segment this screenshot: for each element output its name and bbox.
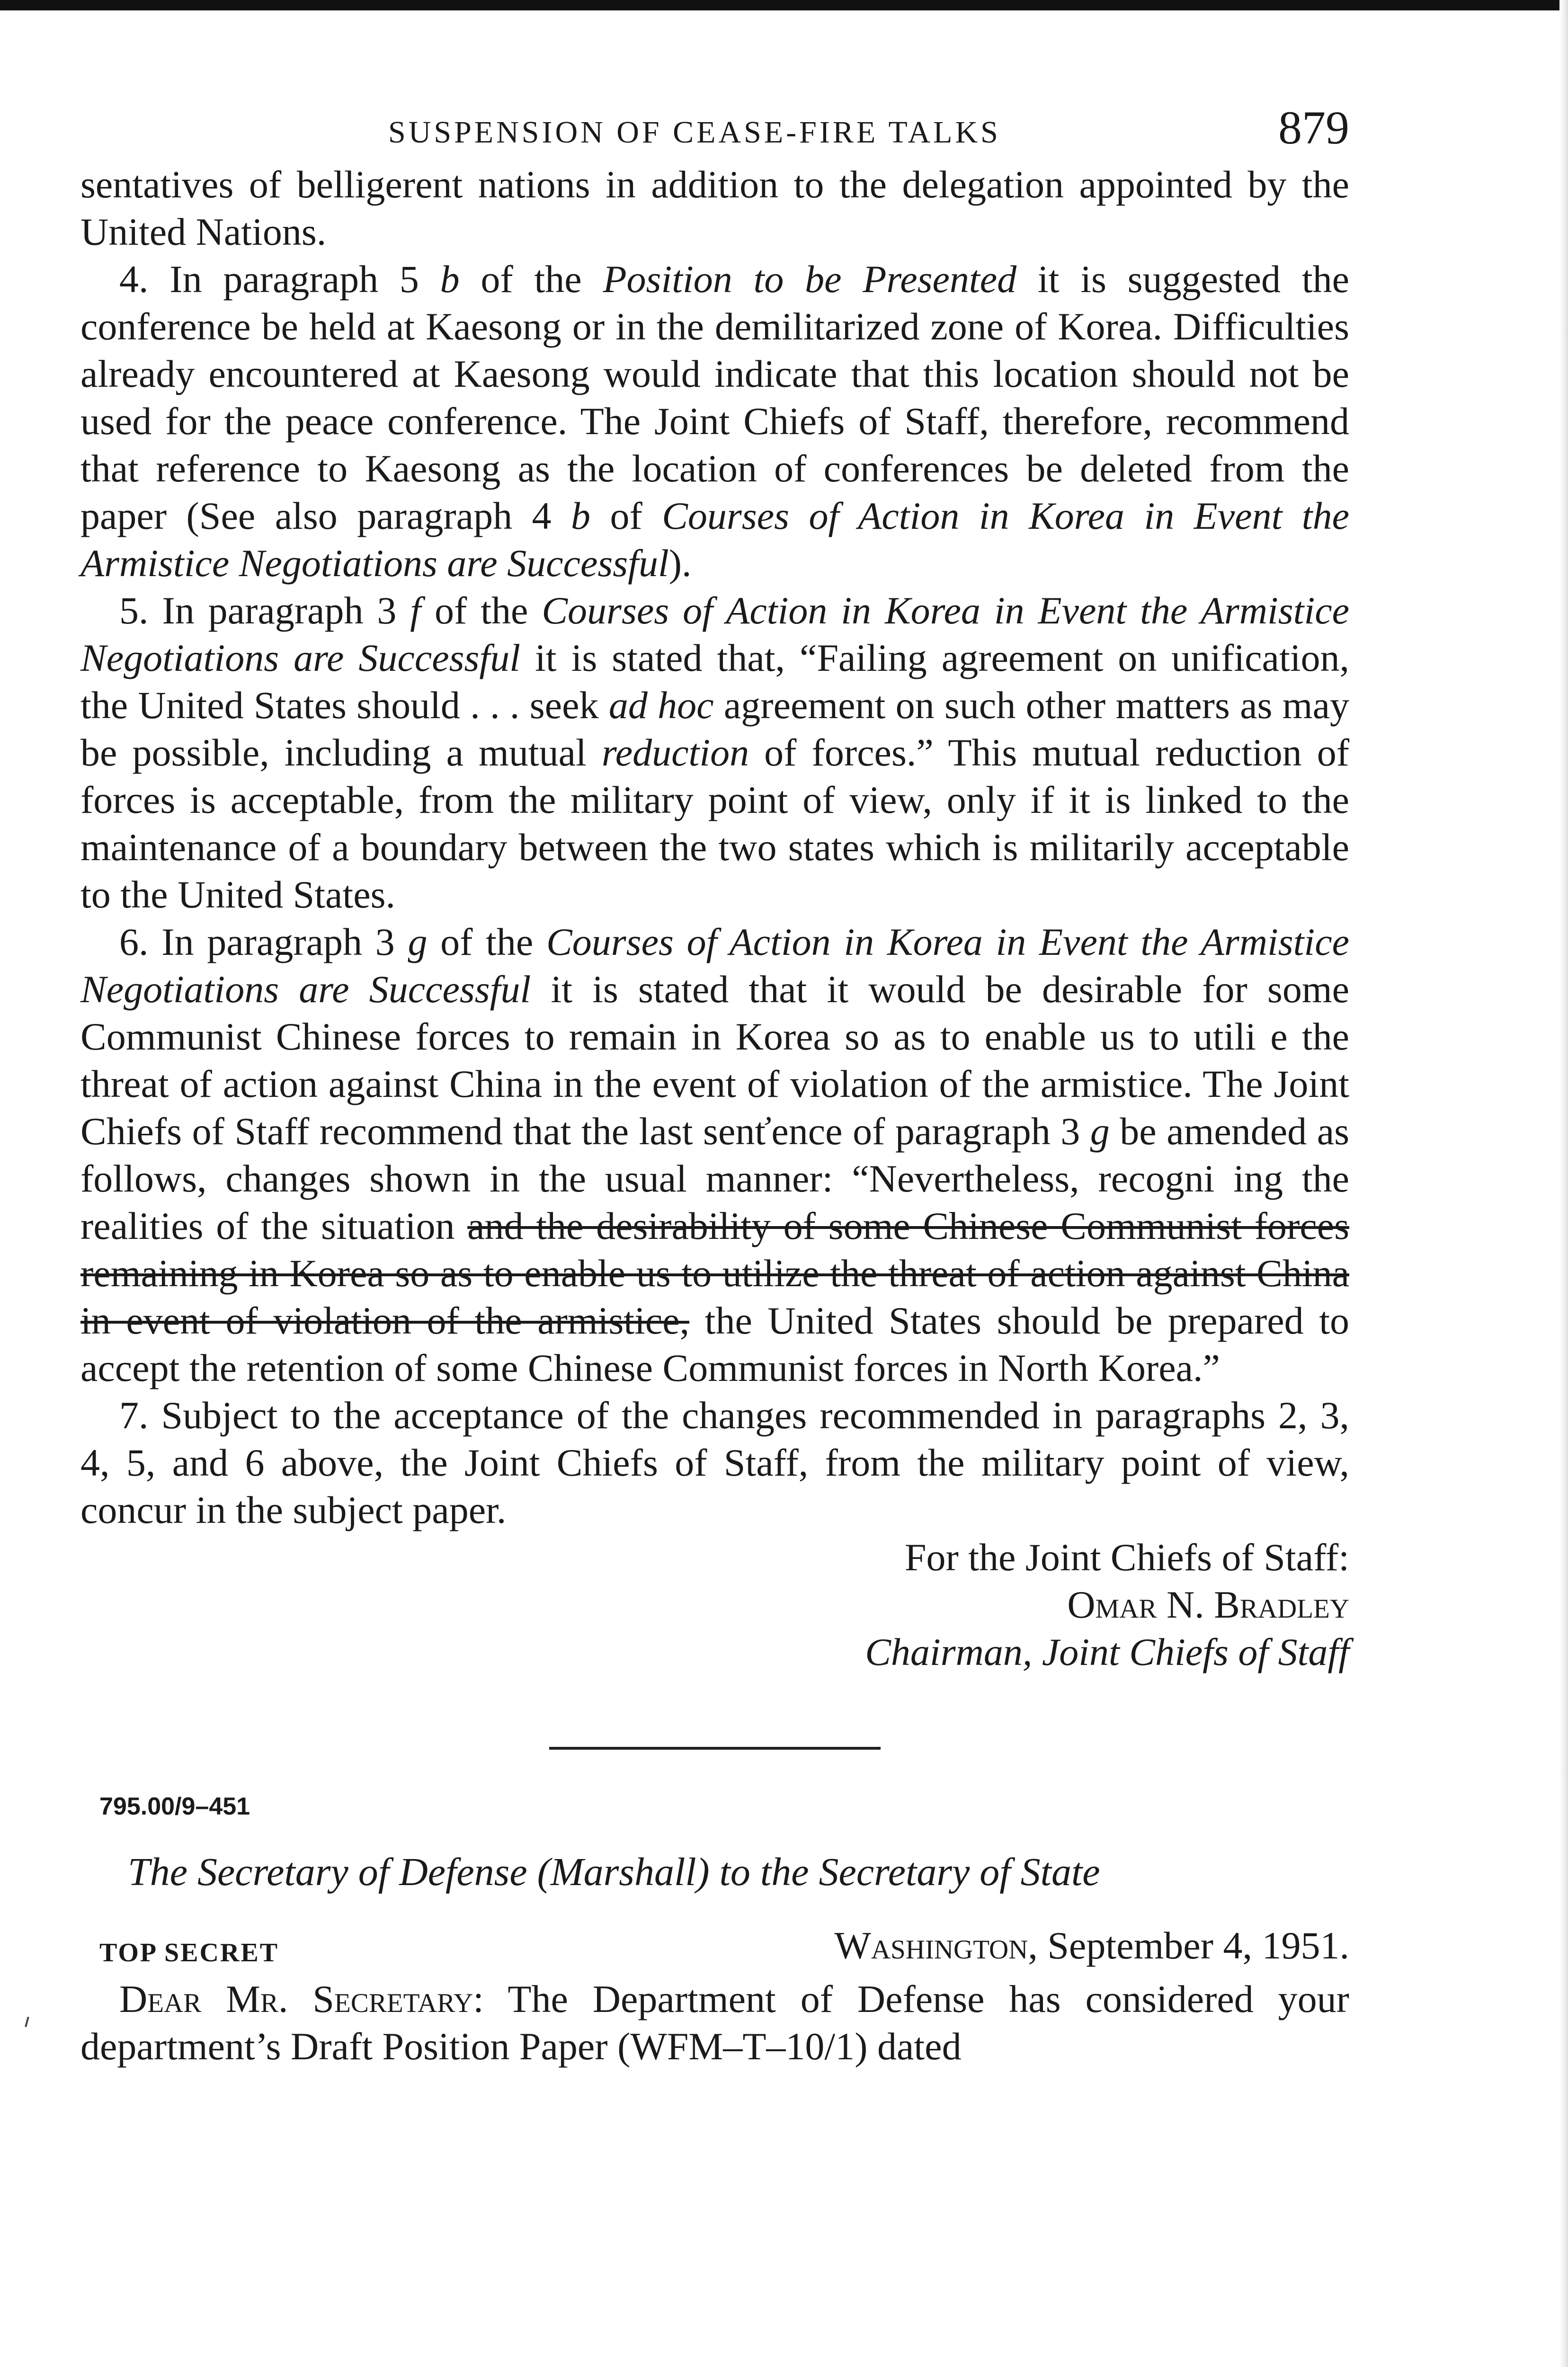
classification-label: TOP SECRET [99,1938,279,1967]
scan-top-border [0,0,1568,10]
classification-line [80,1923,1349,1975]
page-number: 879 [1278,101,1349,154]
section-divider [549,1747,881,1750]
paragraph-continued: sentatives of belligerent nations in addition to the delegation appointed by the United Nations. [80,163,1349,253]
paragraph-6: 6. In paragraph 3 g of the Courses of Action in Korea in Event the Armistice Negotiations are Successful it is stated that it would be desirable for some Communist Chinese forces to remain in Korea so as to enable us to utili e the threat of action against China in the event of violation of the armistice. The Joint Chiefs of Staff recommend that the last senťence of paragraph 3 g be amended as follows, changes shown in the usual manner: “Nevertheless, recogni ing the realities of the situation and the desirability of some Chinese Communist forces remaining in Korea so as to enable us to utilize the threat of action against China in event of violation of the armistice, the United States should be prepared to accept the retention of some Chinese Communist forces in North Korea.” [80,920,1350,1389]
paragraph-4: 4. In paragraph 5 b of the Position to be Presented it is suggested the conference be held at Kaesong or in the demilitarized zone of Korea. Difficulties already encountered at Kaesong would indicate that this location should not be used for the peace conference. The Joint Chiefs of Staff, therefore, recommend that reference to Kaesong as the location of conferences be deleted from the paper (See also paragraph 4 b of Courses of Action in Korea in Event the Armistice Negotiations are Successful). [80,258,1349,585]
salutation: Dear Mr. Secretary [119,1977,473,2020]
document-page [80,95,1349,2070]
signature-title: Chairman, Joint Chiefs of Staff [865,1630,1349,1673]
dateline: Washington, September 4, 1951. [834,1924,1349,1967]
document-title-ref: Courses of Action in Korea in Event the Armistice Negotiations are Successful [80,589,1350,679]
signature-name: Omar N. Bradley [1067,1583,1349,1626]
document-heading: The Secretary of Defense (Marshall) to the Secretary of State [128,1850,1100,1894]
document-title-ref: Courses of Action in Korea in Event the Armistice Negotiations are Successful [80,920,1350,1011]
scan-mark [25,2017,29,2027]
signature-block [80,1534,1349,1676]
signature-for-line: For the Joint Chiefs of Staff: [904,1536,1349,1579]
running-head [80,95,1349,161]
paragraph-5: 5. In paragraph 3 f of the Courses of Action in Korea in Event the Armistice Negotiations are Successful it is stated that, “Failing agreement on unification, the United States should . . . seek ad hoc agreement on such other matters as may be possible, including a mutual reduction of forces.” This mutual reduction of forces is acceptable, from the military point of view, only if it is linked to the maintenance of a boundary between the two states which is militarily acceptable to the United States. [80,589,1350,916]
document-title-ref: Position to be Presented [603,258,1017,301]
scan-right-edge [1559,0,1568,2367]
document-body [80,161,1349,1534]
document-reference: 795.00/9–451 [99,1793,250,1820]
running-title: SUSPENSION OF CEASE-FIRE TALKS [388,115,1001,150]
letter-opening: Dear Mr. Secretary: The Department of Defense has considered your department’s Draft Position Paper (WFM–T–10/1) dated [80,1977,1349,2068]
document-title-ref: Courses of Action in Korea in Event the Armistice Negotiations are Successful [80,494,1349,585]
paragraph-7: 7. Subject to the acceptance of the changes recommended in paragraphs 2, 3, 4, 5, and 6 above, the Joint Chiefs of Staff, from the military point of view, concur in the subject paper. [80,1394,1349,1531]
struck-text: and the desirability of some Chinese Communist forces remaining in Korea so as to enable us to utilize the threat of action against China in event of violation of the armistice, [80,1204,1349,1342]
